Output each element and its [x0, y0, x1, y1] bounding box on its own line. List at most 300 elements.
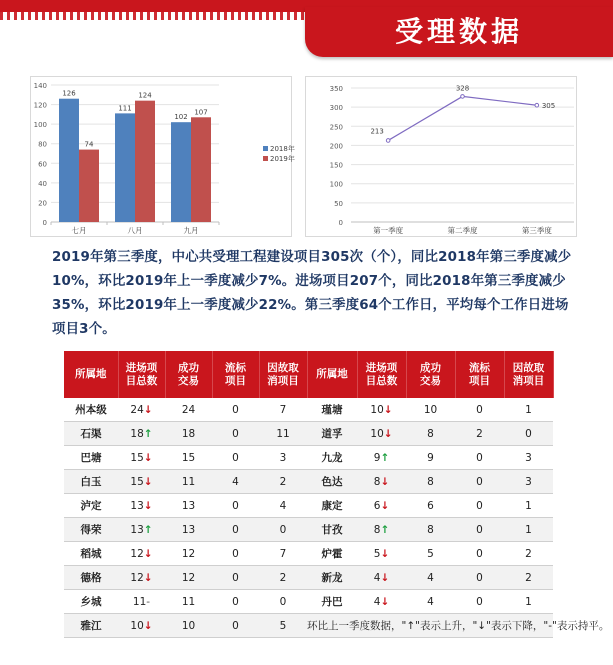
cell-value: 13: [130, 523, 144, 536]
bar: [79, 150, 99, 222]
table-row: [64, 566, 553, 590]
cell-value: 2: [525, 547, 532, 560]
line-data-label: 328: [455, 84, 470, 93]
line-x-tick-label: 第三季度: [521, 226, 552, 235]
table-row: [64, 542, 553, 566]
table-cell: [406, 422, 455, 446]
cell-value: 0: [232, 451, 239, 464]
line-chart-svg: [306, 77, 576, 236]
table-cell: [118, 398, 165, 422]
region-name-cell: [64, 590, 118, 614]
trend-down-icon: ↓: [380, 499, 390, 512]
cell-value: 0: [476, 523, 483, 536]
table-cell: [212, 422, 259, 446]
line-y-tick-label: 150: [329, 161, 343, 170]
line-y-tick-label: 50: [334, 199, 343, 208]
table-header-cell: [307, 351, 357, 398]
cell-value: 0: [476, 547, 483, 560]
table-cell: [212, 542, 259, 566]
region-name-cell: [307, 542, 357, 566]
table-cell: [357, 398, 406, 422]
table-cell: [504, 470, 553, 494]
table-cell: [504, 566, 553, 590]
line-data-label: 305: [541, 102, 556, 111]
cell-value: 8: [427, 475, 434, 488]
cell-value: 0: [279, 523, 287, 536]
cell-value: 0: [476, 451, 483, 464]
line-y-tick-label: 250: [329, 123, 343, 132]
table-cell: [455, 590, 504, 614]
line-data-label: 213: [370, 127, 384, 136]
bar-data-label: 124: [138, 91, 152, 100]
header-text: 因故取: [267, 361, 299, 374]
bar-y-tick-label: 20: [38, 199, 47, 208]
table-cell: [212, 398, 259, 422]
region-name-cell: [307, 494, 357, 518]
line-x-tick-label: 第二季度: [447, 226, 478, 235]
table-cell: [357, 446, 406, 470]
cell-value: 色达: [321, 476, 343, 488]
table-cell: [455, 542, 504, 566]
cell-value: 4: [279, 499, 287, 512]
cell-value: 6: [427, 499, 434, 512]
cell-value: 炉霍: [321, 548, 343, 560]
trend-down-icon: ↓: [380, 547, 390, 560]
cell-value: 11: [276, 427, 290, 440]
cell-value: 15: [130, 475, 144, 488]
table-cell: [259, 566, 307, 590]
cell-value: 15: [181, 451, 196, 464]
bar-data-label: 111: [118, 104, 132, 113]
bar-y-tick-label: 60: [38, 160, 47, 169]
bar: [59, 99, 79, 222]
cell-value: 0: [476, 595, 483, 608]
cell-value: 3: [525, 475, 532, 488]
table-cell: [406, 590, 455, 614]
legend-swatch: [263, 146, 268, 151]
trend-down-icon: ↓: [143, 571, 153, 584]
table-cell: [118, 422, 165, 446]
cell-value: 稻城: [80, 548, 102, 560]
cell-value: 1: [525, 595, 532, 608]
cell-value: 5: [373, 547, 381, 560]
header-text: 目总数: [365, 374, 398, 387]
table-cell: [455, 566, 504, 590]
header-text: 因故取: [512, 361, 545, 374]
cell-value: 康定: [321, 500, 343, 512]
legend-label: 2019年: [270, 155, 295, 163]
table-cell: [259, 590, 307, 614]
cell-value: 7: [279, 547, 287, 560]
table-header-cell: [504, 351, 553, 398]
bar-data-label: 107: [194, 108, 208, 117]
region-name-cell: [64, 494, 118, 518]
cell-value: 18: [130, 427, 144, 440]
table-cell: [504, 494, 553, 518]
table-cell: [504, 518, 553, 542]
cell-value: 11: [181, 475, 196, 488]
cell-value: 10: [370, 403, 384, 416]
trend-down-icon: ↓: [380, 595, 390, 608]
table-header-cell: [455, 351, 504, 398]
cell-value: 0: [232, 571, 239, 584]
table-cell: [455, 446, 504, 470]
table-cell: [212, 494, 259, 518]
table-row: [64, 398, 553, 422]
cell-value: 0: [476, 499, 483, 512]
table-cell: [118, 518, 165, 542]
table-cell: [118, 470, 165, 494]
line-y-tick-label: 300: [329, 104, 343, 113]
cell-value: 甘孜: [321, 524, 343, 536]
region-name-cell: [307, 590, 357, 614]
trend-down-icon: ↓: [143, 475, 153, 488]
legend-label: 2018年: [270, 145, 295, 153]
table-cell: [165, 398, 212, 422]
cell-value: 4: [427, 595, 434, 608]
bar-y-tick-label: 100: [33, 121, 47, 130]
header-text: 所属地: [75, 368, 107, 380]
table-cell: [118, 446, 165, 470]
header-text: 流标: [469, 361, 490, 374]
table-cell: [357, 422, 406, 446]
header-text: 交易: [420, 374, 441, 387]
bar-y-tick-label: 140: [33, 82, 47, 90]
cell-value: 2: [279, 571, 287, 584]
bar-data-label: 74: [84, 140, 94, 149]
cell-value: 0: [232, 547, 239, 560]
region-data-table: [64, 351, 610, 638]
trend-down-icon: ↓: [383, 427, 393, 440]
cell-value: 13: [181, 499, 196, 512]
cell-value: 2: [279, 475, 287, 488]
table-cell: [455, 518, 504, 542]
table-body: [64, 398, 610, 638]
table-header-cell: [64, 351, 118, 398]
trend-up-icon: ↑: [380, 523, 390, 536]
table-row: [64, 446, 553, 470]
region-name-cell: [307, 518, 357, 542]
line-point: [461, 95, 465, 99]
table-cell: [504, 398, 553, 422]
header-text: 流标: [225, 361, 246, 374]
table-cell: [455, 470, 504, 494]
cell-value: 0: [232, 427, 239, 440]
header-text: 交易: [178, 374, 199, 387]
cell-value: 白玉: [80, 476, 102, 488]
table-row: [64, 614, 553, 638]
line-x-tick-label: 第一季度: [373, 226, 404, 235]
bar-x-tick-label: 九月: [183, 226, 199, 235]
header-text: 进场项: [365, 361, 398, 374]
table-cell: [357, 590, 406, 614]
cell-value: 3: [525, 451, 532, 464]
trend-down-icon: ↓: [143, 499, 153, 512]
table-header-cell: [165, 351, 212, 398]
table-header-row: [64, 351, 553, 398]
table-cell: [406, 446, 455, 470]
header-text: 项目: [225, 374, 246, 387]
table-header-cell: [259, 351, 307, 398]
line-y-tick-label: 200: [329, 142, 343, 151]
cell-value: 8: [373, 475, 381, 488]
cell-value: 7: [279, 403, 287, 416]
line-point: [535, 103, 539, 107]
cell-value: 12: [181, 547, 196, 560]
table-cell: [118, 494, 165, 518]
bar-y-tick-label: 120: [33, 101, 47, 110]
cell-value: 4: [427, 571, 434, 584]
cell-value: 0: [525, 427, 532, 440]
cell-value: 11: [181, 595, 196, 608]
header-text: 成功: [420, 361, 441, 374]
bar-data-label: 126: [62, 89, 76, 98]
cell-value: 1: [525, 403, 532, 416]
table-cell: [406, 518, 455, 542]
cell-value: 0: [476, 571, 483, 584]
region-name-cell: [307, 470, 357, 494]
table-row: [64, 422, 553, 446]
cell-value: 道孚: [321, 428, 343, 440]
region-name-cell: [307, 446, 357, 470]
bar: [115, 113, 135, 222]
cell-value: 4: [232, 475, 239, 488]
line-y-tick-label: 100: [329, 180, 343, 189]
trend-down-icon: ↓: [143, 547, 153, 560]
table-header-cell: [406, 351, 455, 398]
cell-value: 12: [130, 547, 144, 560]
region-name-cell: [64, 470, 118, 494]
title-banner: [305, 7, 613, 57]
cell-value: 乡城: [80, 596, 102, 608]
table-cell: [259, 614, 307, 638]
table-cell: [259, 398, 307, 422]
header-text: 目总数: [125, 374, 158, 387]
bar-x-tick-label: 八月: [127, 226, 143, 235]
cell-value: 13: [130, 499, 144, 512]
region-name-cell: [64, 518, 118, 542]
cell-value: 州本级: [75, 404, 107, 416]
table-cell: [118, 566, 165, 590]
region-name-cell: [64, 542, 118, 566]
table-cell: [504, 446, 553, 470]
header-text: 消项目: [512, 374, 545, 387]
line-y-tick-label: 350: [329, 85, 343, 93]
region-name-cell: [64, 614, 118, 638]
trend-up-icon: ↑: [143, 523, 153, 536]
cell-value: 0: [476, 475, 483, 488]
cell-value: 巴塘: [80, 452, 102, 464]
cell-value: 9: [427, 451, 434, 464]
table-cell: [165, 518, 212, 542]
table-cell: [212, 566, 259, 590]
table-cell: [406, 470, 455, 494]
table-row: [64, 518, 553, 542]
cell-value: 24: [181, 403, 196, 416]
bar-y-tick-label: 40: [38, 179, 47, 188]
cell-value: 5: [279, 619, 287, 632]
cell-value: 8: [373, 523, 381, 536]
table-cell: [357, 470, 406, 494]
table-cell: [212, 446, 259, 470]
header-text: 进场项: [125, 361, 158, 374]
bar-chart-svg: [31, 77, 295, 236]
region-name-cell: [64, 446, 118, 470]
bar-y-tick-label: 0: [42, 219, 47, 227]
region-name-cell: [64, 566, 118, 590]
table-cell: [165, 590, 212, 614]
trend-down-icon: ↓: [143, 451, 153, 464]
cell-value: 8: [427, 523, 434, 536]
cell-value: 10: [181, 619, 196, 632]
line-y-tick-label: 0: [338, 219, 343, 227]
header-text: 消项目: [267, 374, 299, 387]
region-name-cell: [307, 566, 357, 590]
table-cell: [165, 446, 212, 470]
trend-down-icon: ↓: [380, 475, 390, 488]
table-cell: [259, 542, 307, 566]
table-cell: [357, 494, 406, 518]
table-cell: [504, 590, 553, 614]
cell-value: 丹巴: [321, 596, 343, 608]
table-cell: [165, 422, 212, 446]
cell-value: 0: [232, 403, 239, 416]
table-cell: [212, 518, 259, 542]
trend-down-icon: ↓: [383, 403, 393, 416]
cell-value: 0: [476, 403, 483, 416]
cell-value: 8: [427, 427, 434, 440]
cell-value: 12: [181, 571, 196, 584]
table-cell: [259, 422, 307, 446]
table-cell: [259, 494, 307, 518]
cell-value: 2: [476, 427, 483, 440]
table-header-cell: [212, 351, 259, 398]
table-cell: [357, 542, 406, 566]
cell-value: 10: [423, 403, 438, 416]
table-cell: [259, 446, 307, 470]
region-name-cell: [64, 398, 118, 422]
trend-up-icon: ↑: [143, 427, 153, 440]
table-cell: [212, 614, 259, 638]
trend-down-icon: ↓: [143, 403, 153, 416]
table-cell: [406, 494, 455, 518]
legend-swatch: [263, 156, 268, 161]
trend-flat-icon: -: [146, 595, 151, 608]
cell-value: 24: [130, 403, 144, 416]
bar-data-label: 102: [174, 113, 188, 122]
table-cell: [504, 542, 553, 566]
trend-up-icon: ↑: [380, 451, 390, 464]
cell-value: 6: [373, 499, 381, 512]
cell-value: 石渠: [80, 428, 102, 440]
cell-value: 九龙: [321, 452, 343, 464]
cell-value: 1: [525, 523, 532, 536]
cell-value: 12: [130, 571, 144, 584]
cell-value: 3: [279, 451, 287, 464]
cell-value: 15: [130, 451, 144, 464]
table-cell: [165, 614, 212, 638]
table-cell: [504, 422, 553, 446]
bar: [135, 101, 155, 222]
cell-value: 0: [232, 595, 239, 608]
table-header-cell: [118, 351, 165, 398]
region-name-cell: [64, 422, 118, 446]
header-text: 所属地: [316, 368, 348, 380]
trend-down-icon: ↓: [143, 619, 153, 632]
table-cell: [165, 566, 212, 590]
header-text: 成功: [178, 361, 199, 374]
header-text: 项目: [469, 374, 490, 387]
table-cell: [406, 398, 455, 422]
cell-value: 1: [525, 499, 532, 512]
bar-y-tick-label: 80: [38, 140, 47, 149]
cell-value: 18: [181, 427, 196, 440]
cell-value: 2: [525, 571, 532, 584]
cell-value: 10: [130, 619, 144, 632]
table-cell: [118, 614, 165, 638]
table-header-cell: [357, 351, 406, 398]
quarterly-line-chart: [305, 76, 577, 237]
cell-value: 德格: [80, 572, 102, 584]
cell-value: 10: [370, 427, 384, 440]
cell-value: 11: [132, 595, 147, 608]
cell-value: 瑾塘: [321, 404, 343, 416]
cell-value: 4: [373, 595, 381, 608]
summary-paragraph: 2019年第三季度，中心共受理工程建设项目305次（个），同比2018年第三季度减少10%，环比2019年上一季度减少7%。进场项目207个，同比2018年第三季度减少35%，环比2019年上一季度减少22%。第三季度64个工作日，平均每个工作日进场项目3个。: [52, 250, 572, 337]
cell-value: 泸定: [80, 500, 102, 512]
trend-down-icon: ↓: [380, 571, 390, 584]
cell-value: 0: [232, 523, 239, 536]
table-cell: [165, 542, 212, 566]
table-row: [64, 494, 553, 518]
cell-value: 新龙: [321, 572, 343, 584]
bar: [191, 117, 211, 222]
series-line: [388, 96, 537, 140]
table-row: [64, 470, 553, 494]
page-title: 受理数据: [394, 15, 523, 48]
table-cell: [118, 590, 165, 614]
cell-value: 雅江: [80, 620, 102, 632]
cell-value: 0: [279, 595, 287, 608]
table-cell: [406, 566, 455, 590]
cell-value: 得荣: [80, 524, 102, 536]
cell-value: 5: [427, 547, 434, 560]
table-row: [64, 590, 553, 614]
monthly-bar-chart: [30, 76, 295, 237]
table-cell: [455, 422, 504, 446]
bar-x-tick-label: 七月: [71, 226, 87, 235]
table-cell: [259, 518, 307, 542]
table-cell: [357, 518, 406, 542]
table-cell: [406, 542, 455, 566]
table-cell: [357, 566, 406, 590]
line-point: [386, 139, 390, 143]
bar: [171, 122, 191, 222]
table-cell: [455, 494, 504, 518]
table-cell: [259, 470, 307, 494]
table-cell: [165, 494, 212, 518]
region-name-cell: [307, 398, 357, 422]
legend-note: 环比上一季度数据，"↑"表示上升，"↓"表示下降，"-"表示持平。: [307, 614, 553, 638]
table-cell: [165, 470, 212, 494]
cell-value: 0: [232, 499, 239, 512]
cell-value: 9: [373, 451, 381, 464]
cell-value: 4: [373, 571, 381, 584]
table-cell: [455, 398, 504, 422]
region-name-cell: [307, 422, 357, 446]
cell-value: 0: [232, 619, 239, 632]
table-cell: [212, 590, 259, 614]
